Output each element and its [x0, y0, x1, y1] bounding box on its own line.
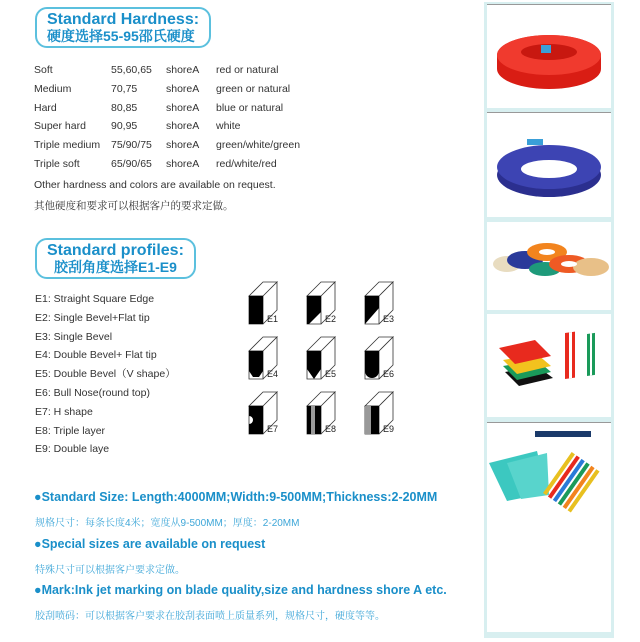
profile-code: E3: [383, 314, 395, 324]
hardness-row: [34, 154, 300, 173]
hardness-value: 90,95: [111, 120, 138, 133]
profile-item: E8: Triple layer: [35, 424, 106, 437]
hardness-name: Hard: [34, 101, 57, 114]
profile-item: E4: Double Bevel+ Flat tip: [35, 349, 157, 362]
profile-icon-e7: [245, 388, 295, 438]
hardness-unit: shoreA: [166, 139, 200, 152]
red-squeegee-roll-image: [487, 4, 611, 108]
hardness-value: 80,85: [111, 101, 138, 114]
hardness-unit: shoreA: [166, 120, 200, 133]
profiles-title-badge: [35, 238, 196, 279]
spec-text: Standard Size: Length:4000MM;Width:9-500MM;Thickness:2-20MM: [41, 490, 438, 504]
profile-item: E9: Double laye: [35, 443, 110, 456]
hardness-value: 65/90/65: [111, 157, 152, 170]
hardness-row: [34, 80, 300, 99]
profile-list: [35, 290, 176, 459]
spec-mark-zh: 胶刮喷码：可以根据客户要求在胶刮表面喷上质量系列，规格尺寸，硬度等等。: [35, 611, 385, 622]
hardness-row: [34, 98, 300, 117]
spec-text: Mark:Ink jet marking on blade quality,size and hardness shore A etc.: [41, 583, 447, 597]
hardness-name: Super hard: [34, 120, 86, 133]
hardness-value: 55,60,65: [111, 64, 152, 77]
product-image-column: [484, 2, 614, 638]
profile-code: E4: [267, 369, 279, 379]
hardness-unit: shoreA: [166, 101, 200, 114]
hardness-table: [34, 61, 300, 173]
profile-item: E7: H shape: [35, 405, 93, 418]
profiles-title-zh: 胶刮角度选择E1-E9: [53, 258, 177, 275]
profile-icon-e3: [361, 278, 411, 328]
hardness-color: green or natural: [216, 83, 291, 96]
colored-sheets-image: [487, 314, 611, 417]
hardness-title-badge: [35, 7, 211, 48]
spec-special-sizes-zh: 特殊尺寸可以根据客户要求定做。: [35, 565, 185, 576]
profile-code: E6: [383, 369, 395, 379]
hardness-color: blue or natural: [216, 101, 284, 114]
profile-icon-e8: [303, 388, 353, 438]
profile-code: E2: [325, 314, 337, 324]
spec-special-sizes: ●Special sizes are available on request: [34, 537, 266, 551]
multicolor-rolls-image: [487, 222, 611, 310]
hardness-row: [34, 117, 300, 136]
profile-code: E7: [267, 424, 279, 434]
hardness-color: white: [216, 120, 241, 133]
profile-item: E5: Double Bevel（V shape）: [35, 368, 176, 381]
blue-squeegee-roll-image: [487, 112, 611, 217]
hardness-row: [34, 61, 300, 80]
hardness-color: green/white/green: [216, 139, 301, 152]
hardness-value: 75/90/75: [111, 139, 152, 152]
hardness-color: red/white/red: [216, 157, 277, 170]
profile-item: E1: Straight Square Edge: [35, 293, 155, 305]
profile-item: E3: Single Bevel: [35, 330, 113, 343]
profile-item: E6: Bull Nose(round top): [35, 386, 150, 399]
spec-standard-size: ●Standard Size: Length:4000MM;Width:9-500MM;Thickness:2-20MM: [34, 490, 438, 504]
spec-standard-size-zh: 规格尺寸：每条长度4米；宽度从9-500MM；厚度：2-20MM: [35, 518, 300, 529]
hardness-name: Soft: [34, 64, 53, 77]
profile-icon-e2: [303, 278, 353, 328]
hardness-note: Other hardness and colors are available on request.: [34, 179, 276, 191]
profile-icon-e9: [361, 388, 411, 438]
hardness-title-zh: 硬度选择55-95邵氏硬度: [47, 27, 195, 44]
profile-code: E9: [383, 424, 395, 434]
spec-text: Special sizes are available on request: [41, 537, 266, 551]
profile-item: E2: Single Bevel+Flat tip: [35, 311, 150, 324]
hardness-name: Triple soft: [34, 157, 80, 170]
profile-code: E1: [267, 314, 279, 324]
hardness-note-zh: 其他硬度和要求可以根据客户的要求定做。: [34, 200, 234, 212]
profile-icon-e5: [303, 333, 353, 383]
hardness-title: Standard Hardness:: [47, 11, 200, 28]
spec-mark: ●Mark:Ink jet marking on blade quality,size and hardness shore A etc.: [34, 583, 447, 597]
profile-code: E5: [325, 369, 337, 379]
hardness-unit: shoreA: [166, 83, 200, 96]
hardness-row: [34, 136, 300, 155]
hardness-color: red or natural: [216, 64, 279, 77]
hardness-value: 70,75: [111, 83, 138, 96]
profiles-title: Standard profiles:: [47, 242, 184, 259]
profile-icon-e1: [245, 278, 295, 328]
hardness-unit: shoreA: [166, 64, 200, 77]
squeegee-blades-image: [487, 422, 611, 632]
hardness-name: Triple medium: [34, 139, 101, 152]
hardness-name: Medium: [34, 83, 72, 96]
hardness-unit: shoreA: [166, 157, 200, 170]
profile-icon-e6: [361, 333, 411, 383]
profile-icon-e4: [245, 333, 295, 383]
profile-code: E8: [325, 424, 337, 434]
